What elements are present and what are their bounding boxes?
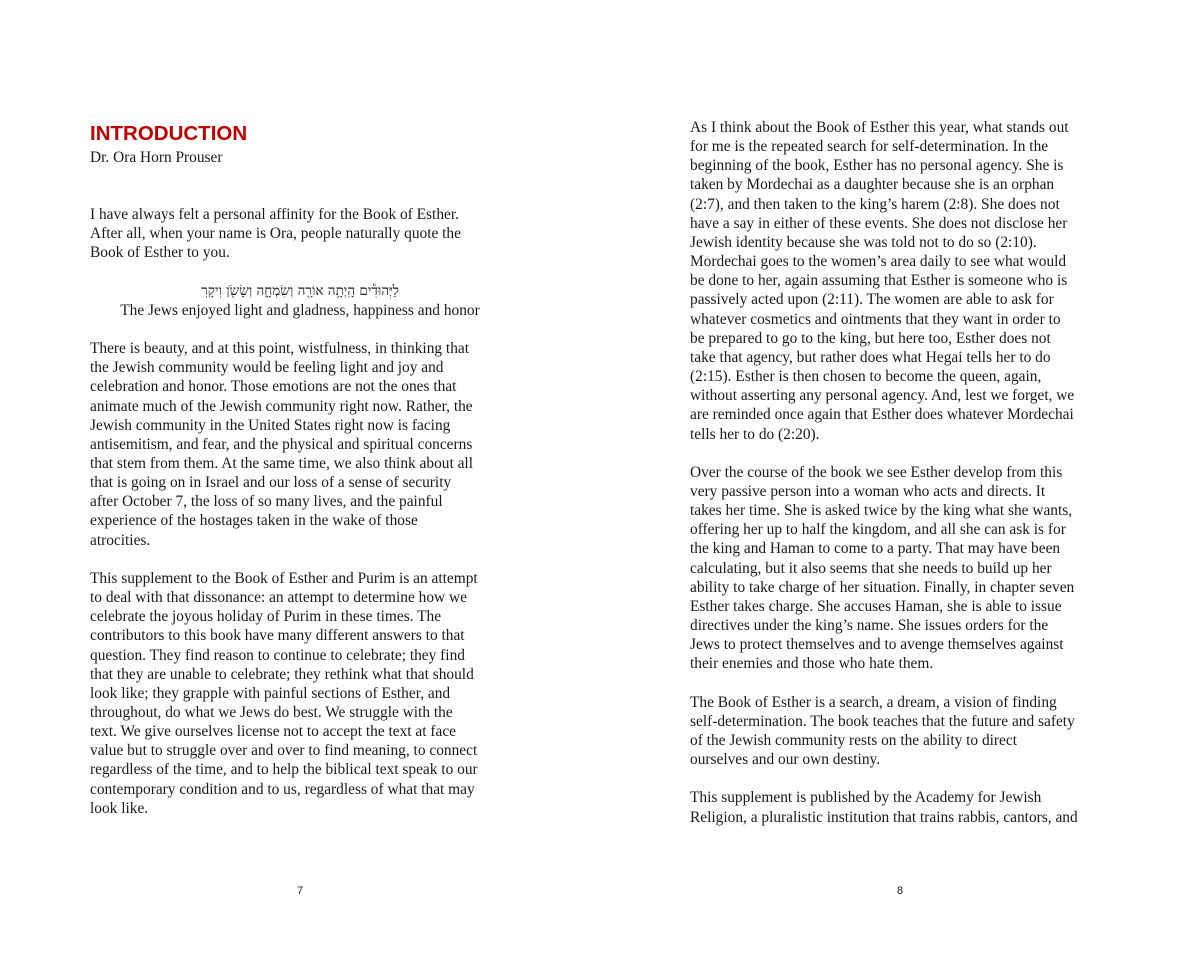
text-line: taken by Mordechai as a daughter because she is an orphan [690,176,1055,194]
text-line: look like; they grapple with painful sections of Esther, and [90,684,451,702]
paragraph [690,788,1120,826]
right-page-content [690,118,1120,846]
left-page-content [90,118,520,837]
text-line: contributors to this book have many different answers to that [90,627,465,645]
text-line: look like. [90,799,149,817]
paragraph [90,569,520,818]
paragraph [690,693,1120,770]
text-line: self-determination. The book teaches that the future and safety [690,712,1075,730]
text-line: Religion, a pluralistic institution that trains rabbis, cantors, and [690,808,1078,826]
page-title: INTRODUCTION [90,122,248,145]
text-line: regardless of the time, and to help the biblical text speak to our [90,761,478,779]
text-line: atrocities. [90,531,151,549]
text-line: very passive person into a woman who acts and directs. It [690,482,1046,500]
text-line: celebration and honor. Those emotions are not the ones that [90,378,457,396]
text-line: that stem from them. At the same time, we also think about all [90,455,473,472]
paragraph [90,205,520,262]
hebrew-quote: לַיְּהוּדִ֕ים הָֽיְתָ֥ה אוֹרָ֖ה וְשִׂמְחָ֑ה וְשָׂשֹׂ֖ן וִיקָֽר [201,282,399,299]
text-line: Jews to protect themselves and to avenge themselves against [690,636,1064,654]
text-line: tells her to do (2:20). [690,425,820,443]
text-line: Jewish identity because she was told not to do so (2:10). [690,233,1037,251]
text-line: Esther takes charge. She accuses Haman, she is able to issue [690,597,1062,615]
text-line: take that agency, but rather does what Hegai tells her to do [690,348,1051,366]
text-line: calculating, but it also seems that she needs to build up her [690,559,1052,577]
text-line: after October 7, the loss of so many lives, and the painful [90,493,443,511]
text-line: have a say in either of these events. She does not disclose her [690,214,1068,232]
paragraph [690,463,1120,674]
text-line: Book of Esther to you. [90,244,230,262]
text-line: throughout, do what we Jews do best. We struggle with the [90,704,453,722]
text-line: text. We give ourselves license not to accept the text at face [90,723,456,741]
text-line: ourselves and our own destiny. [690,751,881,769]
text-line: Mordechai goes to the women’s area daily to see what would [690,253,1067,271]
text-line: This supplement is published by the Academy for Jewish [690,789,1042,807]
text-line: the Jewish community would be feeling light and joy and [90,359,444,377]
text-line: experience of the hostages taken in the wake of those [90,512,418,530]
text-line: Over the course of the book we see Esther develop from this [690,463,1063,481]
text-line: to deal with that dissonance: an attempt to determine how we [90,589,467,607]
text-line: contemporary condition and to us, regardless of what that may [90,780,475,798]
text-line: (2:7), and then taken to the king’s harem (2:8). She does not [690,195,1060,213]
text-line: (2:15). Esther is then chosen to become the queen, again, [690,368,1042,386]
right-page [600,0,1200,960]
text-line: without asserting any personal agency. And, lest we forget, we [690,387,1075,405]
text-line: the king and Haman to come to a party. That may have been [690,540,1061,558]
text-line: question. They find reason to continue to celebrate; they find [90,646,465,664]
text-line: for me is the repeated search for self-determination. In the [690,138,1049,156]
text-line: This supplement to the Book of Esther and Purim is an attempt [90,569,478,587]
text-line: The Book of Esther is a search, a dream, a vision of finding [690,693,1057,711]
text-line: offering her up to half the kingdom, and all she can ask is for [690,521,1066,539]
text-line: There is beauty, and at this point, wistfulness, in thinking that [90,340,470,358]
text-line: be prepared to go to the king, but here too, Esther does not [690,329,1051,347]
text-line: As I think about the Book of Esther this year, what stands out [690,119,1069,136]
text-line: whatever cosmetics and ointments that they want in order to [690,310,1061,328]
text-line: directives under the king’s name. She issues orders for the [690,617,1049,635]
text-line: that is going on in Israel and our loss of a sense of security [90,474,452,492]
text-line: animate much of the Jewish community right now. Rather, the [90,397,473,415]
author-name: Dr. Ora Horn Prouser [90,149,223,166]
text-line: their enemies and those who hate them. [690,655,934,673]
text-line: value but to struggle over and over to find meaning, to connect [90,742,478,760]
text-line: passively acted upon (2:11). The women are able to ask for [690,291,1054,309]
text-line: Jewish community in the United States right now is facing [90,416,451,434]
english-quote: The Jews enjoyed light and gladness, happiness and honor [120,301,480,319]
scripture-quote [90,282,510,320]
text-line: antisemitism, and fear, and the physical and spiritual concerns [90,435,473,453]
text-line: beginning of the book, Esther has no personal agency. She is [690,157,1064,175]
text-line: ability to take charge of her situation. Finally, in chapter seven [690,578,1075,596]
text-line: are reminded once again that Esther does whatever Mordechai [690,406,1074,424]
text-line: takes her time. She is asked twice by the king what she wants, [690,502,1073,520]
paragraph [90,339,520,550]
text-line: be done to her, again assuming that Esther is someone who is [690,272,1068,290]
text-line: After all, when your name is Ora, people naturally quote the [90,225,461,243]
page-number: 8 [896,885,904,897]
text-line: that they are unable to celebrate; they rethink what that should [90,665,474,683]
text-line: of the Jewish community rests on the ability to direct [690,731,1017,749]
text-line: I have always felt a personal affinity for the Book of Esther. [90,206,459,224]
page-number: 7 [296,885,304,897]
text-line: celebrate the joyous holiday of Purim in these times. The [90,608,442,626]
paragraph [690,118,1120,444]
